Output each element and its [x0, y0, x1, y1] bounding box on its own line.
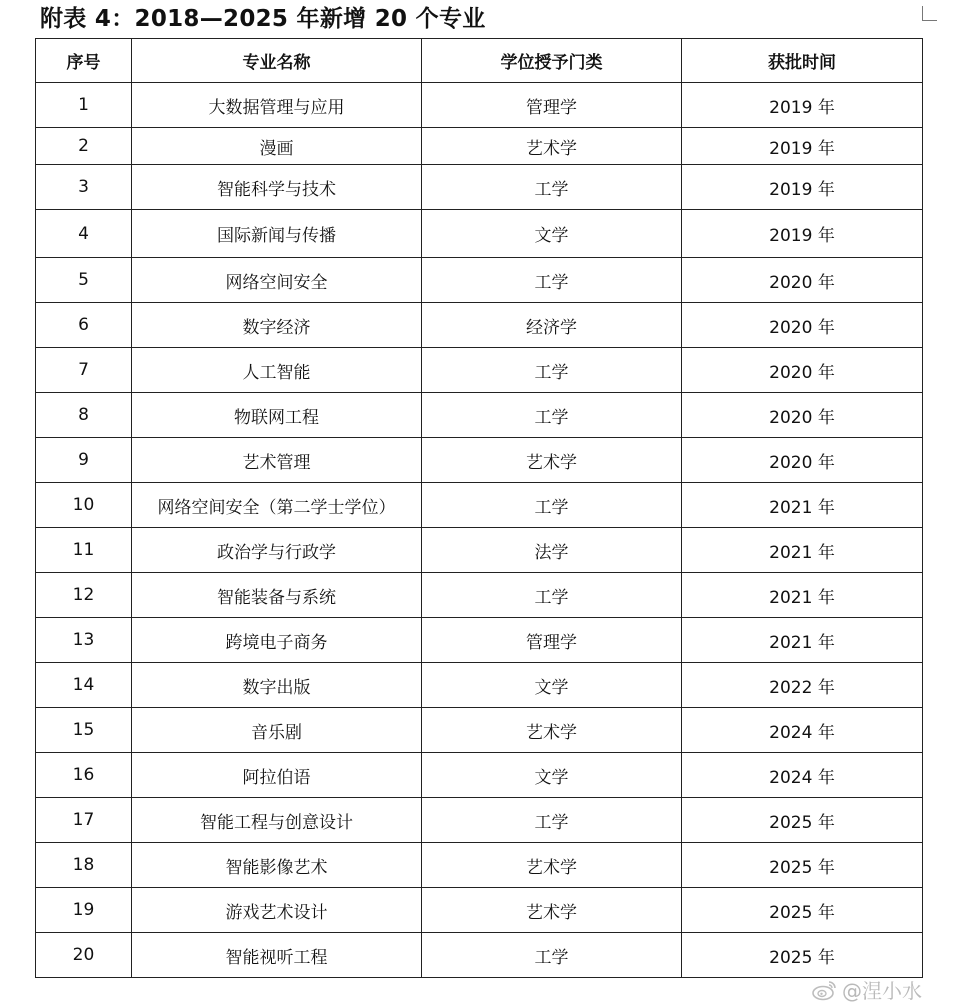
row-name: 智能视听工程 — [132, 933, 422, 978]
row-year: 2025 年 — [682, 798, 923, 843]
watermark-text: @涅小水 — [842, 979, 922, 1003]
row-year: 2025 年 — [682, 933, 923, 978]
table-row — [36, 618, 923, 663]
row-num: 17 — [36, 798, 132, 843]
row-name: 智能工程与创意设计 — [132, 798, 422, 843]
watermark — [812, 975, 922, 1004]
row-name: 网络空间安全 — [132, 258, 422, 303]
row-num: 5 — [36, 258, 132, 303]
row-num: 4 — [36, 210, 132, 258]
row-year: 2020 年 — [682, 348, 923, 393]
row-year: 2020 年 — [682, 393, 923, 438]
row-year: 2021 年 — [682, 528, 923, 573]
row-num: 9 — [36, 438, 132, 483]
majors-table — [35, 38, 923, 978]
row-name: 政治学与行政学 — [132, 528, 422, 573]
row-name: 网络空间安全（第二学士学位） — [132, 483, 422, 528]
header-name: 专业名称 — [132, 39, 422, 83]
row-category: 工学 — [422, 483, 682, 528]
page-title: 附表 4：2018—2025 年新增 20 个专业 — [40, 6, 486, 32]
table-row — [36, 438, 923, 483]
row-name: 人工智能 — [132, 348, 422, 393]
row-category: 艺术学 — [422, 708, 682, 753]
table-row — [36, 708, 923, 753]
table-row — [36, 128, 923, 165]
row-num: 13 — [36, 618, 132, 663]
row-category: 文学 — [422, 663, 682, 708]
row-year: 2021 年 — [682, 618, 923, 663]
row-num: 15 — [36, 708, 132, 753]
row-year: 2019 年 — [682, 165, 923, 210]
row-category: 管理学 — [422, 618, 682, 663]
row-year: 2024 年 — [682, 753, 923, 798]
header-category: 学位授予门类 — [422, 39, 682, 83]
row-year: 2021 年 — [682, 483, 923, 528]
table-row — [36, 528, 923, 573]
table-row — [36, 888, 923, 933]
row-name: 智能科学与技术 — [132, 165, 422, 210]
row-year: 2021 年 — [682, 573, 923, 618]
row-category: 工学 — [422, 258, 682, 303]
row-num: 19 — [36, 888, 132, 933]
row-num: 11 — [36, 528, 132, 573]
table-row — [36, 303, 923, 348]
table-row — [36, 573, 923, 618]
table-row — [36, 843, 923, 888]
row-num: 6 — [36, 303, 132, 348]
row-num: 8 — [36, 393, 132, 438]
row-year: 2025 年 — [682, 888, 923, 933]
row-category: 工学 — [422, 393, 682, 438]
row-name: 大数据管理与应用 — [132, 83, 422, 128]
row-num: 12 — [36, 573, 132, 618]
row-category: 管理学 — [422, 83, 682, 128]
row-category: 工学 — [422, 933, 682, 978]
table-row — [36, 210, 923, 258]
row-name: 数字经济 — [132, 303, 422, 348]
row-name: 音乐剧 — [132, 708, 422, 753]
row-category: 工学 — [422, 573, 682, 618]
table-row — [36, 348, 923, 393]
row-year: 2019 年 — [682, 128, 923, 165]
row-category: 艺术学 — [422, 128, 682, 165]
row-name: 阿拉伯语 — [132, 753, 422, 798]
row-category: 艺术学 — [422, 888, 682, 933]
row-num: 14 — [36, 663, 132, 708]
row-num: 16 — [36, 753, 132, 798]
row-year: 2020 年 — [682, 303, 923, 348]
table-row — [36, 165, 923, 210]
row-year: 2024 年 — [682, 708, 923, 753]
table-row — [36, 798, 923, 843]
table-row — [36, 933, 923, 978]
row-year: 2019 年 — [682, 83, 923, 128]
row-num: 3 — [36, 165, 132, 210]
row-category: 工学 — [422, 165, 682, 210]
row-year: 2025 年 — [682, 843, 923, 888]
row-category: 工学 — [422, 798, 682, 843]
row-year: 2019 年 — [682, 210, 923, 258]
table-row — [36, 393, 923, 438]
row-year: 2020 年 — [682, 258, 923, 303]
row-name: 数字出版 — [132, 663, 422, 708]
row-num: 2 — [36, 128, 132, 165]
row-name: 游戏艺术设计 — [132, 888, 422, 933]
table-row — [36, 483, 923, 528]
row-category: 艺术学 — [422, 438, 682, 483]
row-name: 物联网工程 — [132, 393, 422, 438]
row-num: 1 — [36, 83, 132, 128]
row-name: 智能装备与系统 — [132, 573, 422, 618]
row-num: 10 — [36, 483, 132, 528]
row-name: 艺术管理 — [132, 438, 422, 483]
table-row — [36, 663, 923, 708]
row-year: 2020 年 — [682, 438, 923, 483]
row-category: 艺术学 — [422, 843, 682, 888]
row-name: 跨境电子商务 — [132, 618, 422, 663]
row-category: 法学 — [422, 528, 682, 573]
row-name: 漫画 — [132, 128, 422, 165]
weibo-icon — [812, 979, 838, 1001]
row-num: 7 — [36, 348, 132, 393]
page-corner-mark — [922, 6, 937, 21]
row-num: 18 — [36, 843, 132, 888]
row-num: 20 — [36, 933, 132, 978]
row-year: 2022 年 — [682, 663, 923, 708]
table-header-row — [36, 39, 923, 83]
table-row — [36, 258, 923, 303]
header-year: 获批时间 — [682, 39, 923, 83]
row-category: 经济学 — [422, 303, 682, 348]
row-category: 文学 — [422, 210, 682, 258]
header-num: 序号 — [36, 39, 132, 83]
table-row — [36, 753, 923, 798]
row-name: 智能影像艺术 — [132, 843, 422, 888]
row-category: 工学 — [422, 348, 682, 393]
row-category: 文学 — [422, 753, 682, 798]
row-name: 国际新闻与传播 — [132, 210, 422, 258]
table-row — [36, 83, 923, 128]
